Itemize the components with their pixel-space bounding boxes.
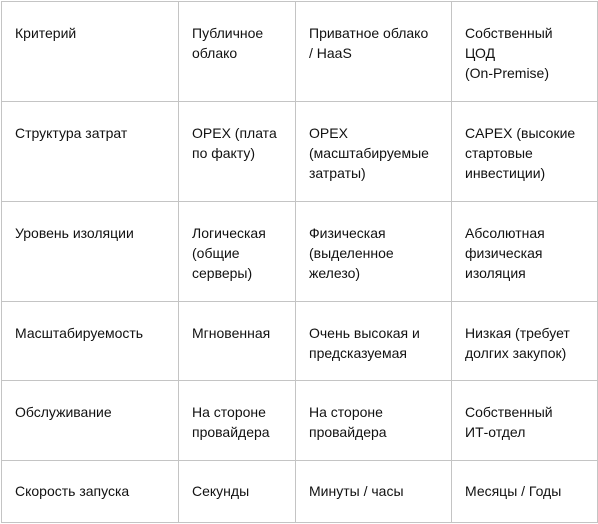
- row-label-cost-structure: Структура затрат: [2, 102, 179, 202]
- table-cell: Собственный ИТ-отдел: [452, 381, 598, 461]
- header-private-cloud: Приватное облако / HaaS: [296, 2, 452, 102]
- row-label-scalability: Масштабируемость: [2, 302, 179, 381]
- table-cell: На стороне провайдера: [179, 381, 296, 461]
- table-row: [2, 461, 598, 523]
- table-cell: Абсолютная физическая изоляция: [452, 202, 598, 302]
- table-row: [2, 102, 598, 202]
- table-row: [2, 302, 598, 381]
- table-cell: Физическая (выделенное железо): [296, 202, 452, 302]
- header-criterion: Критерий: [2, 2, 179, 102]
- table-cell: CAPEX (высокие стартовые инвестиции): [452, 102, 598, 202]
- row-label-maintenance: Обслуживание: [2, 381, 179, 461]
- table-cell: Секунды: [179, 461, 296, 523]
- table-cell: OPEX (масштабируемые затраты): [296, 102, 452, 202]
- header-on-premise: Собственный ЦОД (On-Premise): [452, 2, 598, 102]
- table-cell: OPEX (плата по факту): [179, 102, 296, 202]
- header-public-cloud: Публичное облако: [179, 2, 296, 102]
- row-label-launch-speed: Скорость запуска: [2, 461, 179, 523]
- table-cell: Мгновенная: [179, 302, 296, 381]
- table-row: [2, 202, 598, 302]
- table-cell: Минуты / часы: [296, 461, 452, 523]
- table-cell: Логическая (общие серверы): [179, 202, 296, 302]
- row-label-isolation-level: Уровень изоляции: [2, 202, 179, 302]
- table-header-row: [2, 2, 598, 102]
- comparison-table: [1, 1, 598, 523]
- table-cell: На стороне провайдера: [296, 381, 452, 461]
- table-cell: Месяцы / Годы: [452, 461, 598, 523]
- table-cell: Низкая (требует долгих закупок): [452, 302, 598, 381]
- table-cell: Очень высокая и предсказуемая: [296, 302, 452, 381]
- table-row: [2, 381, 598, 461]
